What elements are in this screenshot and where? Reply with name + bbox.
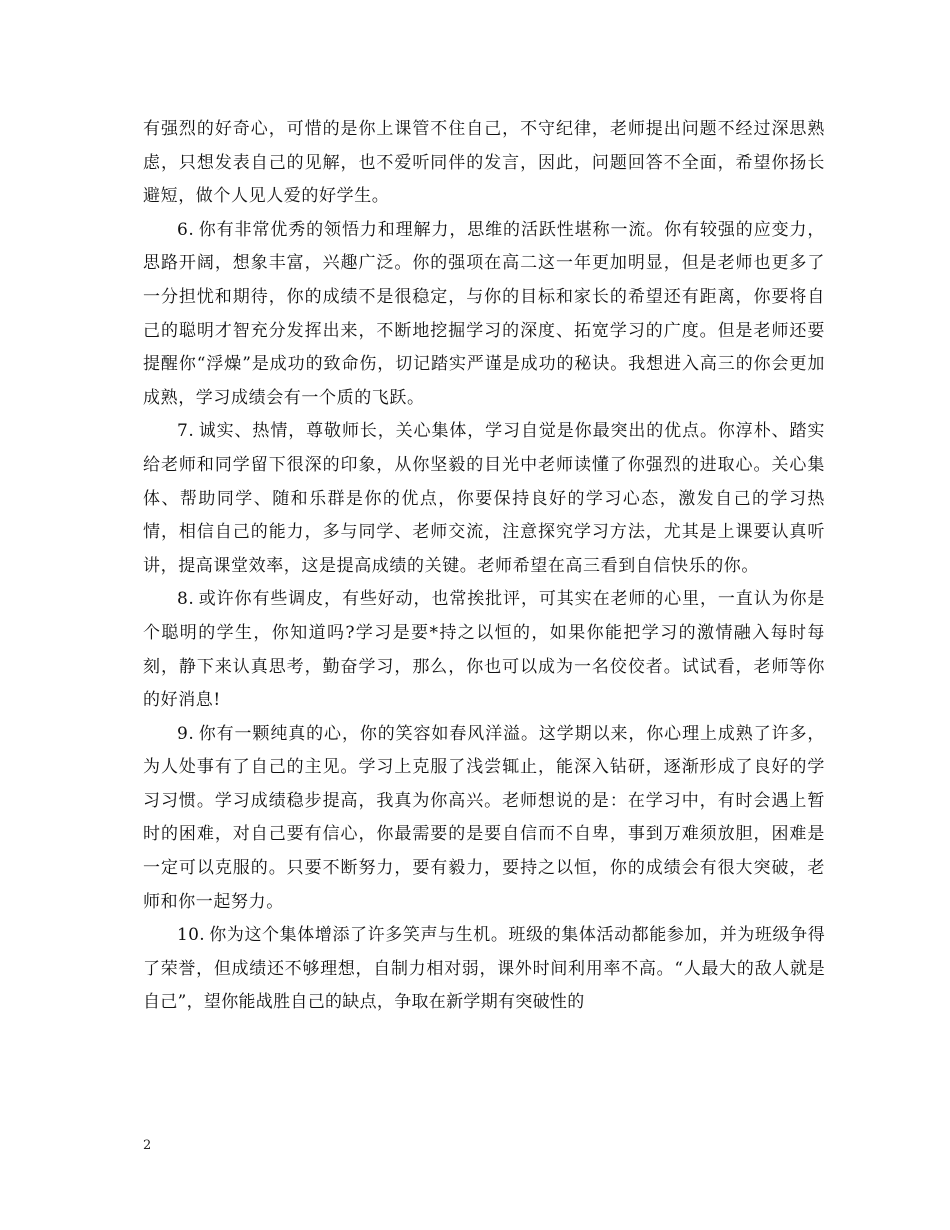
- paragraph-continuation: [143, 113, 825, 214]
- item-number: 9.: [177, 723, 195, 744]
- paragraph-item-8: [143, 583, 825, 717]
- document-body: [143, 113, 825, 1020]
- item-number: 8.: [177, 589, 195, 610]
- paragraph-text: 你为这个集体增添了许多笑声与生机。班级的集体活动都能参加，并为班级争得了荣誉，但成绩还不够理想，自制力相对弱，课外时间利用率不高。“人最大的敌人就是自己”，望你能战胜自己的缺点，争取在新学期有突破性的: [143, 925, 825, 1013]
- paragraph-item-9: [143, 718, 825, 920]
- page-number: 2: [143, 1138, 152, 1153]
- paragraph-text: 或许你有些调皮，有些好动，也常挨批评，可其实在老师的心里，一直认为你是个聪明的学生，你知道吗?学习是要*持之以恒的，如果你能把学习的激情融入每时每刻，静下来认真思考，勤奋学习，那么，你也可以成为一名佼佼者。试试看，老师等你的好消息!: [143, 589, 825, 711]
- paragraph-text: 有强烈的好奇心，可惜的是你上课管不住自己，不守纪律，老师提出问题不经过深思熟虑，只想发表自己的见解，也不爱听同伴的发言，因此，问题回答不全面，希望你扬长避短，做个人见人爱的好学生。: [143, 119, 825, 207]
- item-number: 6.: [177, 219, 195, 240]
- paragraph-text: 你有非常优秀的领悟力和理解力，思维的活跃性堪称一流。你有较强的应变力，思路开阔，想象丰富，兴趣广泛。你的强项在高二这一年更加明显，但是老师也更多了一分担忧和期待，你的成绩不是很稳定，与你的目标和家长的希望还有距离，你要将自己的聪明才智充分发挥出来，不断地挖掘学习的深度、拓宽学习的广度。但是老师还要提醒你“浮燥”是成功的致命伤，切记踏实严谨是成功的秘诀。我想进入高三的你会更加成熟，学习成绩会有一个质的飞跃。: [143, 219, 825, 408]
- paragraph-item-6: [143, 214, 825, 416]
- paragraph-item-10: [143, 919, 825, 1020]
- item-number: 7.: [177, 421, 195, 442]
- item-number: 10.: [177, 925, 205, 946]
- paragraph-text: 你有一颗纯真的心，你的笑容如春风洋溢。这学期以来，你心理上成熟了许多，为人处事有了自己的主见。学习上克服了浅尝辄止，能深入钻研，逐渐形成了良好的学习习惯。学习成绩稳步提高，我真为你高兴。老师想说的是：在学习中，有时会遇上暂时的困难，对自己要有信心，你最需要的是要自信而不自卑，事到万难须放胆，困难是一定可以克服的。只要不断努力，要有毅力，要持之以恒，你的成绩会有很大突破，老师和你一起努力。: [143, 723, 825, 912]
- paragraph-item-7: [143, 415, 825, 583]
- paragraph-text: 诚实、热情，尊敬师长，关心集体，学习自觉是你最突出的优点。你淳朴、踏实给老师和同学留下很深的印象，从你坚毅的目光中老师读懂了你强烈的进取心。关心集体、帮助同学、随和乐群是你的优点，你要保持良好的学习心态，激发自己的学习热情，相信自己的能力，多与同学、老师交流，注意探究学习方法，尤其是上课要认真听讲，提高课堂效率，这是提高成绩的关键。老师希望在高三看到自信快乐的你。: [143, 421, 825, 576]
